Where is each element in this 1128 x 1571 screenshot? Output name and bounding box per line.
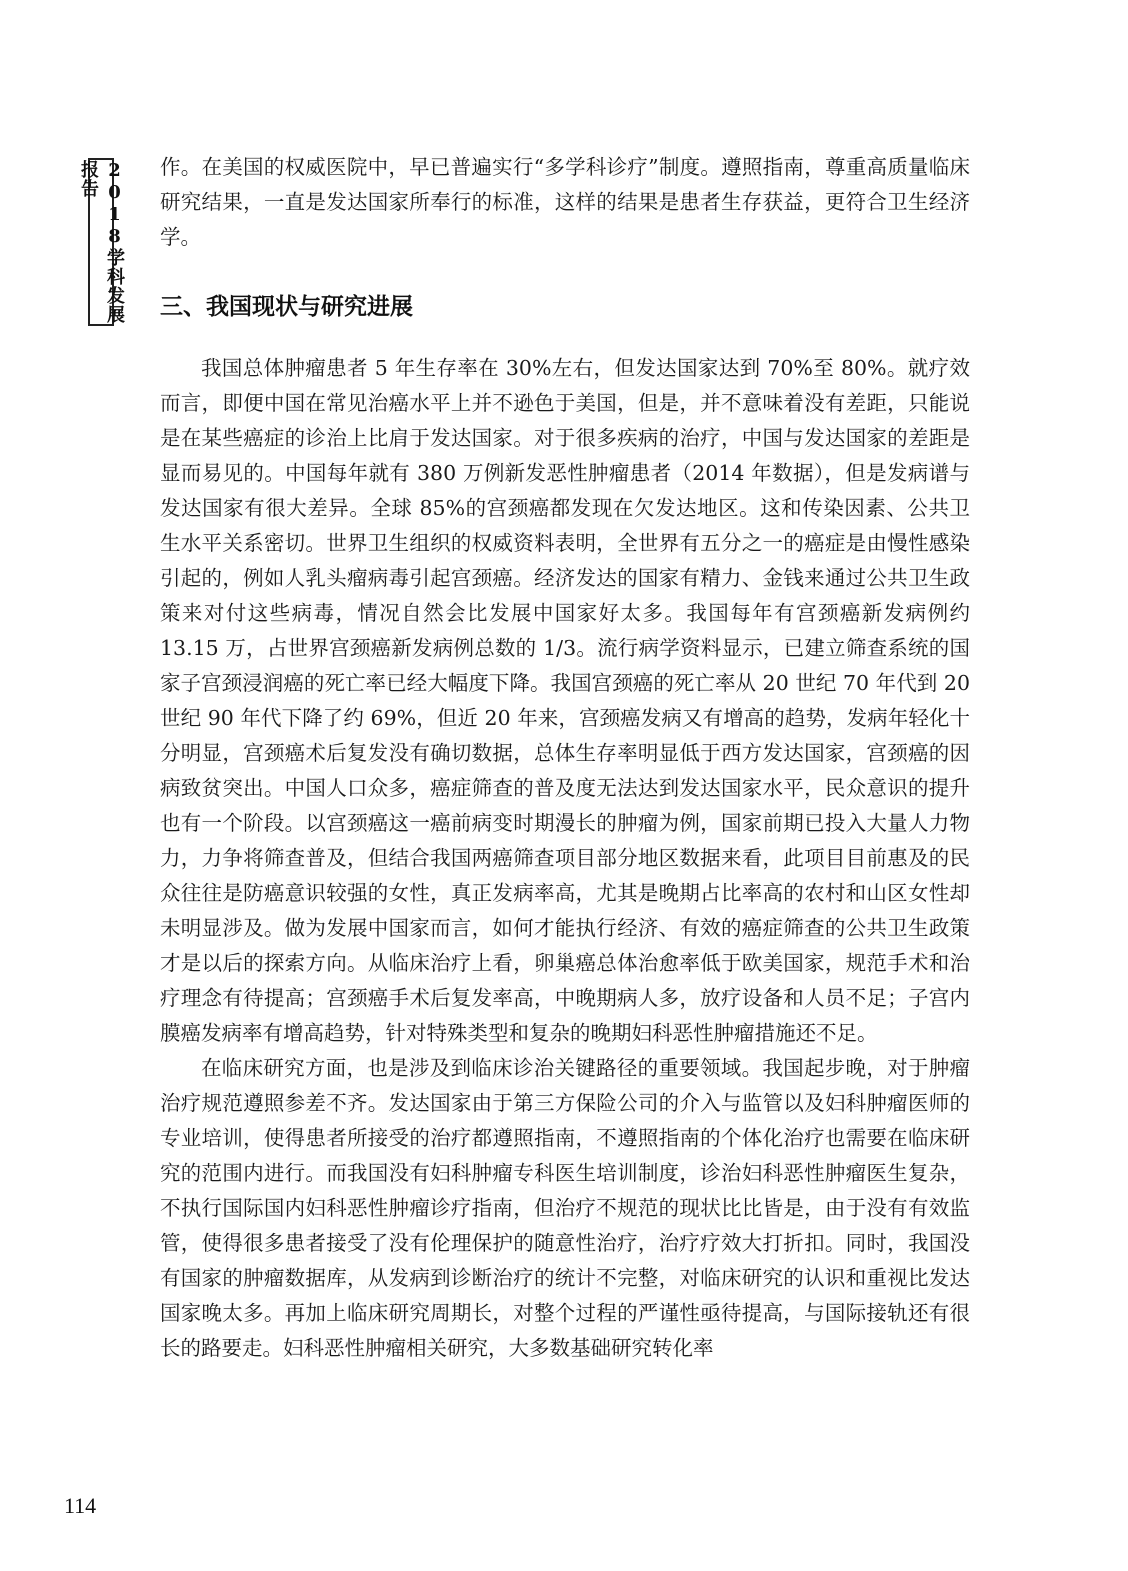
intro-paragraph: 作。在美国的权威医院中，早已普遍实行“多学科诊疗”制度。遵照指南，尊重高质量临床研究结果，一直是发达国家所奉行的标准，这样的结果是患者生存获益，更符合卫生经济学。	[160, 155, 970, 249]
page-number: 114	[64, 1493, 97, 1518]
section-heading: 三、我国现状与研究进展	[160, 294, 413, 320]
side-tab-book-title: 2018学科发展报告	[78, 160, 125, 324]
page-content	[160, 150, 970, 1366]
body-paragraph-1: 我国总体肿瘤患者 5 年生存率在 30%左右，但发达国家达到 70%至 80%。就疗效而言，即便中国在常见治癌水平上并不逊色于美国，但是，并不意味着没有差距，只能说是在某些癌症的诊治上比肩于发达国家。对于很多疾病的治疗，中国与发达国家的差距是显而易见的。中国每年就有 380 万例新发恶性肿瘤患者（2014 年数据），但是发病谱与发达国家有很大差异。全球 85%的宫颈癌都发现在欠发达地区。这和传染因素、公共卫生水平关系密切。世界卫生组织的权威资料表明，全世界有五分之一的癌症是由慢性感染引起的，例如人乳头瘤病毒引起宫颈癌。经济发达的国家有精力、金钱来通过公共卫生政策来对付这些病毒，情况自然会比发展中国家好太多。我国每年有宫颈癌新发病例约 13.15 万，占世界宫颈癌新发病例总数的 1/3。流行病学资料显示，已建立筛查系统的国家子宫颈浸润癌的死亡率已经大幅度下降。我国宫颈癌的死亡率从 20 世纪 70 年代到 20 世纪 90 年代下降了约 69%，但近 20 年来，宫颈癌发病又有增高的趋势，发病年轻化十分明显，宫颈癌术后复发没有确切数据，总体生存率明显低于西方发达国家，宫颈癌的因病致贫突出。中国人口众多，癌症筛查的普及度无法达到发达国家水平，民众意识的提升也有一个阶段。以宫颈癌这一癌前病变时期漫长的肿瘤为例，国家前期已投入大量人力物力，力争将筛查普及，但结合我国两癌筛查项目部分地区数据来看，此项目目前惠及的民众往往是防癌意识较强的女性，真正发病率高，尤其是晚期占比率高的农村和山区女性却未明显涉及。做为发展中国家而言，如何才能执行经济、有效的癌症筛查的公共卫生政策才是以后的探索方向。从临床治疗上看，卵巢癌总体治愈率低于欧美国家，规范手术和治疗理念有待提高；宫颈癌手术后复发率高，中晚期病人多，放疗设备和人员不足；子宫内膜癌发病率有增高趋势，针对特殊类型和复杂的晚期妇科恶性肿瘤措施还不足。	[160, 356, 970, 1045]
body-paragraph-2: 在临床研究方面，也是涉及到临床诊治关键路径的重要领域。我国起步晚，对于肿瘤治疗规范遵照参差不齐。发达国家由于第三方保险公司的介入与监管以及妇科肿瘤医师的专业培训，使得患者所接受的治疗都遵照指南，不遵照指南的个体化治疗也需要在临床研究的范围内进行。而我国没有妇科肿瘤专科医生培训制度，诊治妇科恶性肿瘤医生复杂，不执行国际国内妇科恶性肿瘤诊疗指南，但治疗不规范的现状比比皆是，由于没有有效监管，使得很多患者接受了没有伦理保护的随意性治疗，治疗疗效大打折扣。同时，我国没有国家的肿瘤数据库，从发病到诊断治疗的统计不完整，对临床研究的认识和重视比发达国家晚太多。再加上临床研究周期长，对整个过程的严谨性亟待提高，与国际接轨还有很长的路要走。妇科恶性肿瘤相关研究，大多数基础研究转化率	[160, 1056, 970, 1360]
